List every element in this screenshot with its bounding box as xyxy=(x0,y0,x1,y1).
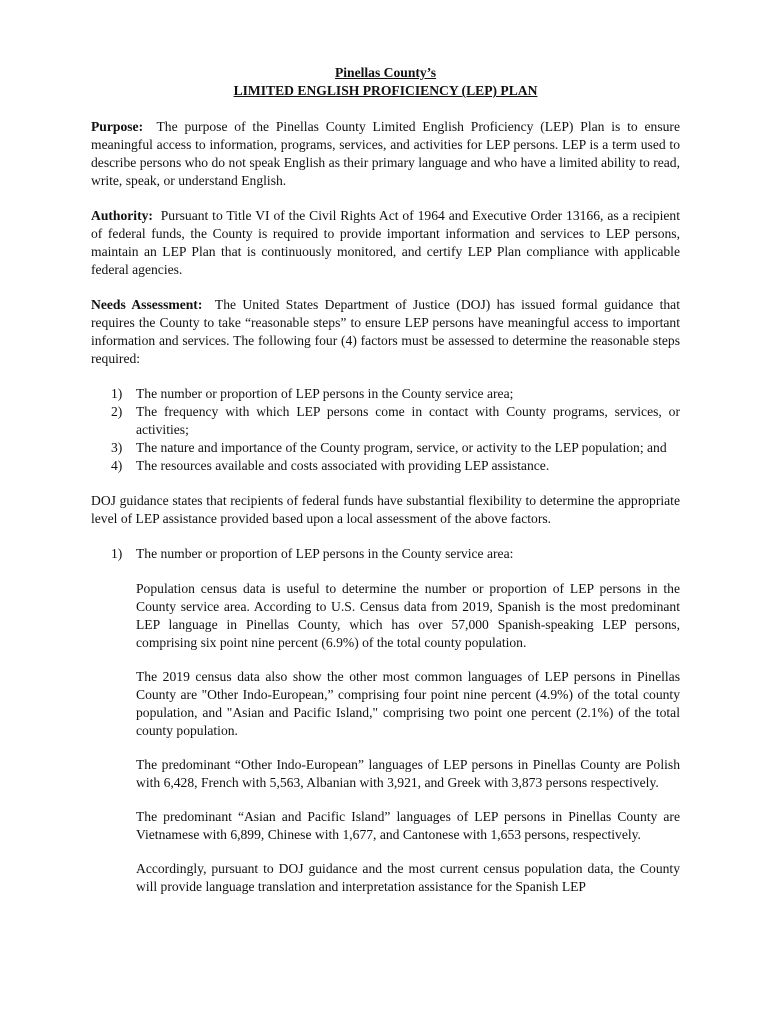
authority-paragraph xyxy=(91,207,680,279)
list-item-number: 2) xyxy=(111,404,123,419)
list-item xyxy=(91,439,680,457)
accordingly-paragraph: Accordingly, pursuant to DOJ guidance and the most current census population data, the County will provide language translation and interpretation assistance for the Spanish LEP xyxy=(136,861,680,894)
purpose-paragraph xyxy=(91,118,680,190)
list-item-number: 1) xyxy=(111,386,123,401)
list-item-text: The number or proportion of LEP persons in the County service area; xyxy=(136,386,514,401)
authority-label: Authority: xyxy=(91,208,153,223)
purpose-label: Purpose: xyxy=(91,119,144,134)
needs-assessment-label: Needs Assessment: xyxy=(91,297,203,312)
needs-assessment-text: The United States Department of Justice (DOJ) has issued formal guidance that requires the County to take “reasonable steps” to ensure LEP persons have meaningful access to important information and services. The following four (4) factors must be assessed to determine the reasonable steps required: xyxy=(91,297,680,366)
list-item-text: The resources available and costs associated with providing LEP assistance. xyxy=(136,458,550,473)
section-1-number: 1) xyxy=(111,546,123,561)
list-item-number: 3) xyxy=(111,440,123,455)
authority-text: Pursuant to Title VI of the Civil Rights Act of 1964 and Executive Order 13166, as a recipient of federal funds, the County is required to provide important information and services to LEP persons, maintain an LEP Plan that is continuously monitored, and certify LEP Plan compliance with applicable federal agencies. xyxy=(91,208,681,277)
list-item-text: The nature and importance of the County program, service, or activity to the LEP population; and xyxy=(136,440,667,455)
purpose-text: The purpose of the Pinellas County Limited English Proficiency (LEP) Plan is to ensure meaningful access to information, programs, services, and activities for LEP persons. LEP is a term used to describe persons who do not speak English as their primary language and who have a limited ability to read, write, speak, or understand English. xyxy=(91,119,680,188)
section-1-heading-text: The number or proportion of LEP persons in the County service area: xyxy=(136,546,514,561)
list-item xyxy=(91,457,680,475)
census-paragraph: Population census data is useful to determine the number or proportion of LEP persons in the County service area. According to U.S. Census data from 2019, Spanish is the most predominant LEP language in Pinellas County, which has over 57,000 Spanish-speaking LEP persons, comprising six point nine percent (6.9%) of the total county population. xyxy=(136,581,680,650)
indo-european-paragraph: The predominant “Other Indo-European” languages of LEP persons in Pinellas County are Polish with 6,428, French with 5,563, Albanian with 3,921, and Greek with 3,873 persons respectively. xyxy=(136,757,680,790)
section-1-heading xyxy=(91,545,680,563)
title-line-2: LIMITED ENGLISH PROFICIENCY (LEP) PLAN xyxy=(233,83,538,98)
list-item xyxy=(91,385,680,403)
doj-guidance-paragraph: DOJ guidance states that recipients of federal funds have substantial flexibility to determine the appropriate level of LEP assistance provided based upon a local assessment of the above factors. xyxy=(91,493,680,526)
section-1-body xyxy=(91,580,680,896)
other-languages-paragraph: The 2019 census data also show the other most common languages of LEP persons in Pinellas County are "Other Indo-European,” comprising four point nine percent (4.9%) of the total county population, and "Asian and Pacific Island," comprising two point one percent (2.1%) of the total county population. xyxy=(136,669,680,738)
factors-list xyxy=(91,385,680,475)
list-item-number: 4) xyxy=(111,458,123,473)
needs-assessment-paragraph xyxy=(91,296,680,368)
list-item-text: The frequency with which LEP persons come in contact with County programs, services, or activities; xyxy=(136,404,680,437)
asian-pacific-paragraph: The predominant “Asian and Pacific Island” languages of LEP persons in Pinellas County are Vietnamese with 6,899, Chinese with 1,677, and Cantonese with 1,653 persons, respectively. xyxy=(136,809,680,842)
title-line-1: Pinellas County’s xyxy=(334,65,437,80)
list-item xyxy=(91,403,680,439)
